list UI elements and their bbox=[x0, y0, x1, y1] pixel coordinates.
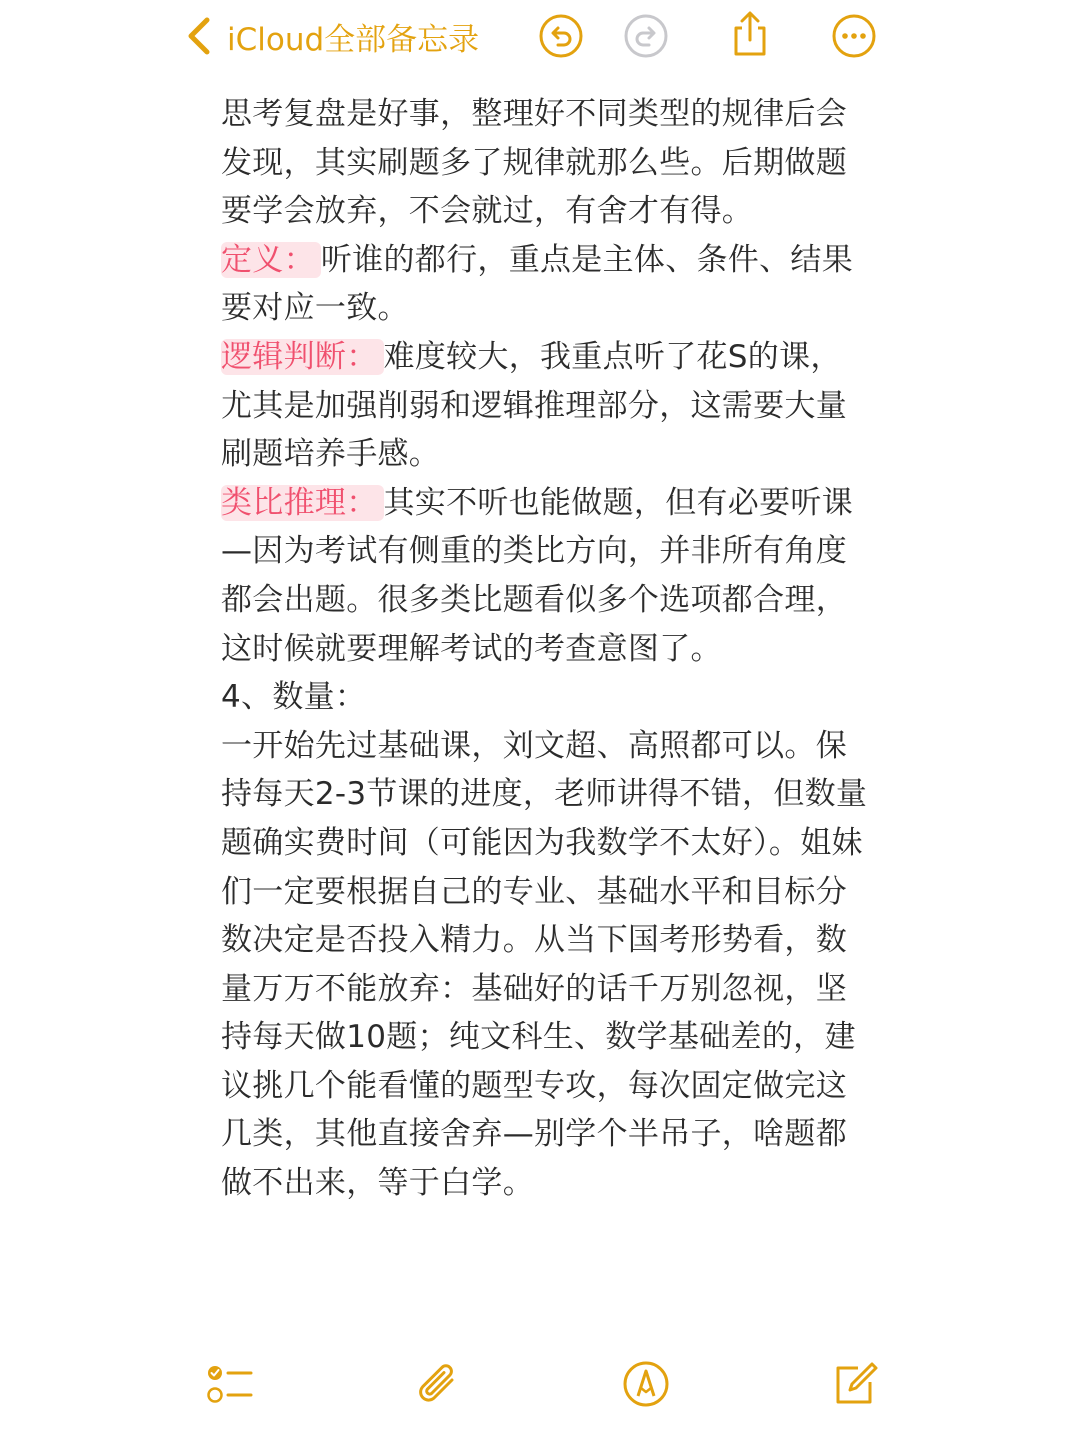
markup-button[interactable] bbox=[620, 1358, 672, 1410]
chevron-left-icon bbox=[185, 16, 213, 56]
undo-button[interactable] bbox=[537, 12, 585, 60]
top-toolbar bbox=[0, 0, 1080, 80]
compose-button[interactable] bbox=[828, 1358, 880, 1410]
back-button[interactable] bbox=[185, 12, 479, 60]
section-text-definition: 听谁的都行，重点是主体、条件、结果要对应一致。 bbox=[221, 241, 854, 327]
share-button[interactable] bbox=[726, 10, 774, 58]
note-section-definition bbox=[221, 236, 871, 333]
section-label-definition: 定义： bbox=[221, 242, 321, 278]
more-icon bbox=[830, 12, 878, 60]
back-label: iCloud全部备忘录 bbox=[227, 21, 480, 58]
bottom-toolbar bbox=[0, 1350, 1080, 1420]
attachment-icon bbox=[412, 1358, 464, 1410]
section-text-logic: 难度较大，我重点听了花S的课，尤其是加强削弱和逻辑推理部分，这需要大量刷题培养手感。 bbox=[221, 338, 847, 473]
redo-icon bbox=[622, 12, 670, 60]
note-intro: 思考复盘是好事，整理好不同类型的规律后会发现，其实刷题多了规律就那么些。后期做题要学会放弃，不会就过，有舍才有得。 bbox=[221, 96, 847, 230]
checklist-icon bbox=[203, 1358, 255, 1410]
compose-icon bbox=[828, 1358, 880, 1410]
note-heading-quantity: 4、数量： bbox=[221, 679, 367, 716]
section-label-logic: 逻辑判断： bbox=[221, 339, 384, 375]
undo-icon bbox=[537, 12, 585, 60]
note-section-analogy bbox=[221, 479, 871, 673]
section-label-analogy: 类比推理： bbox=[221, 485, 384, 521]
redo-button[interactable] bbox=[622, 12, 670, 60]
checklist-button[interactable] bbox=[203, 1358, 255, 1410]
note-section-logic bbox=[221, 333, 871, 479]
section-text-analogy: 其实不听也能做题，但有必要听课—因为考试有侧重的类比方向，并非所有角度都会出题。很多类比题看似多个选项都合理，这时候就要理解考试的考查意图了。 bbox=[221, 484, 853, 667]
note-body[interactable] bbox=[221, 90, 871, 1208]
note-body-quantity: 一开始先过基础课，刘文超、高照都可以。保持每天2-3节课的进度，老师讲得不错，但数量题确实费时间（可能因为我数学不太好）。姐妹们一定要根据自己的专业、基础水平和目标分数决定是否投入精力。从当下国考形势看，数量万万不能放弃：基础好的话千万别忽视，坚持每天做10题；纯文科生、数学基础差的，建议挑几个能看懂的题型专攻，每次固定做完这几类，其他直接舍弃—别学个半吊子，啥题都做不出来，等于白学。 bbox=[221, 727, 868, 1202]
share-icon bbox=[726, 10, 774, 58]
more-button[interactable] bbox=[830, 12, 878, 60]
markup-icon bbox=[620, 1358, 672, 1410]
attachment-button[interactable] bbox=[412, 1358, 464, 1410]
